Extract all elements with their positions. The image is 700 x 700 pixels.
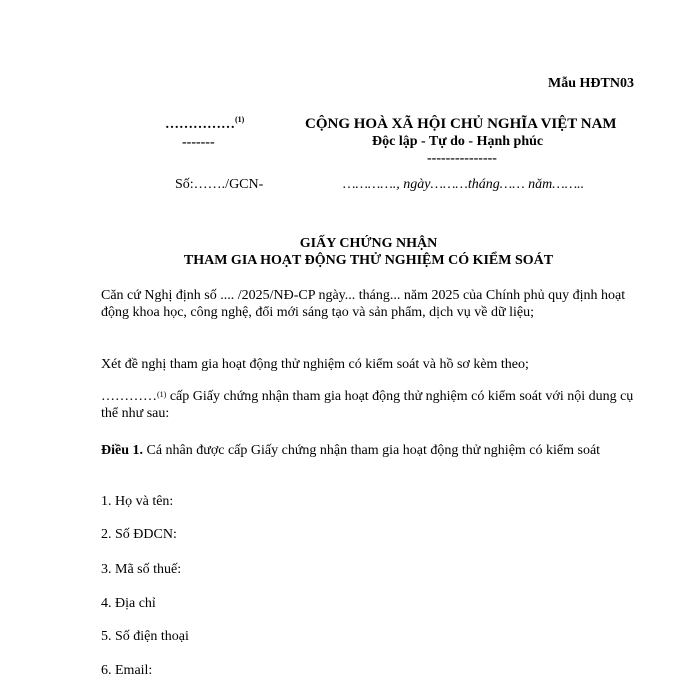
article-1-text: Cá nhân được cấp Giấy chứng nhận tham gia hoạt động thử nghiệm có kiểm soát (143, 443, 601, 458)
grant-footnote-ref: (1) (157, 390, 167, 399)
field-email: 6. Email: (101, 663, 153, 678)
issuer-placeholder (165, 117, 244, 133)
field-phone: 5. Số điện thoại (101, 629, 189, 644)
article-1 (101, 442, 636, 459)
nation-title: CỘNG HOÀ XÃ HỘI CHỦ NGHĨA VIỆT NAM (305, 116, 617, 132)
article-1-label: Điều 1. (101, 443, 143, 458)
form-code: Mẫu HĐTN03 (548, 76, 634, 91)
certificate-subtitle: THAM GIA HOẠT ĐỘNG THỬ NGHIỆM CÓ KIỂM SOÁT (183, 253, 554, 268)
grant-statement (101, 388, 636, 422)
document-number: Số:……./GCN- (175, 177, 264, 192)
nation-underline: --------------- (427, 151, 497, 166)
issuer-underline: ------- (182, 135, 215, 150)
issuer-dots: …………… (165, 117, 235, 132)
grant-text: cấp Giấy chứng nhận tham gia hoạt động thử nghiệm có kiểm soát với nội dung cụ thể như sau: (101, 389, 634, 421)
field-address: 4. Địa chỉ (101, 596, 156, 611)
field-tax-code: 3. Mã số thuế: (101, 562, 182, 577)
grant-dots: ………… (101, 389, 157, 404)
legal-basis: Căn cứ Nghị định số .... /2025/NĐ-CP ngày... tháng... năm 2025 của Chính phủ quy định hoạt động khoa học, công nghệ, đổi mới sáng tạo và sản phẩm, dịch vụ về dữ liệu; (101, 288, 626, 320)
issuer-footnote-ref: (1) (235, 115, 245, 124)
field-full-name: 1. Họ và tên: (101, 494, 174, 509)
consideration: Xét đề nghị tham gia hoạt động thử nghiệm có kiểm soát và hồ sơ kèm theo; (101, 357, 529, 372)
document-date: …………., ngày………tháng…… năm…….. (343, 177, 585, 192)
nation-motto: Độc lập - Tự do - Hạnh phúc (372, 134, 544, 149)
field-id-number: 2. Số ĐDCN: (101, 527, 177, 542)
certificate-title: GIẤY CHỨNG NHẬN (299, 236, 438, 251)
